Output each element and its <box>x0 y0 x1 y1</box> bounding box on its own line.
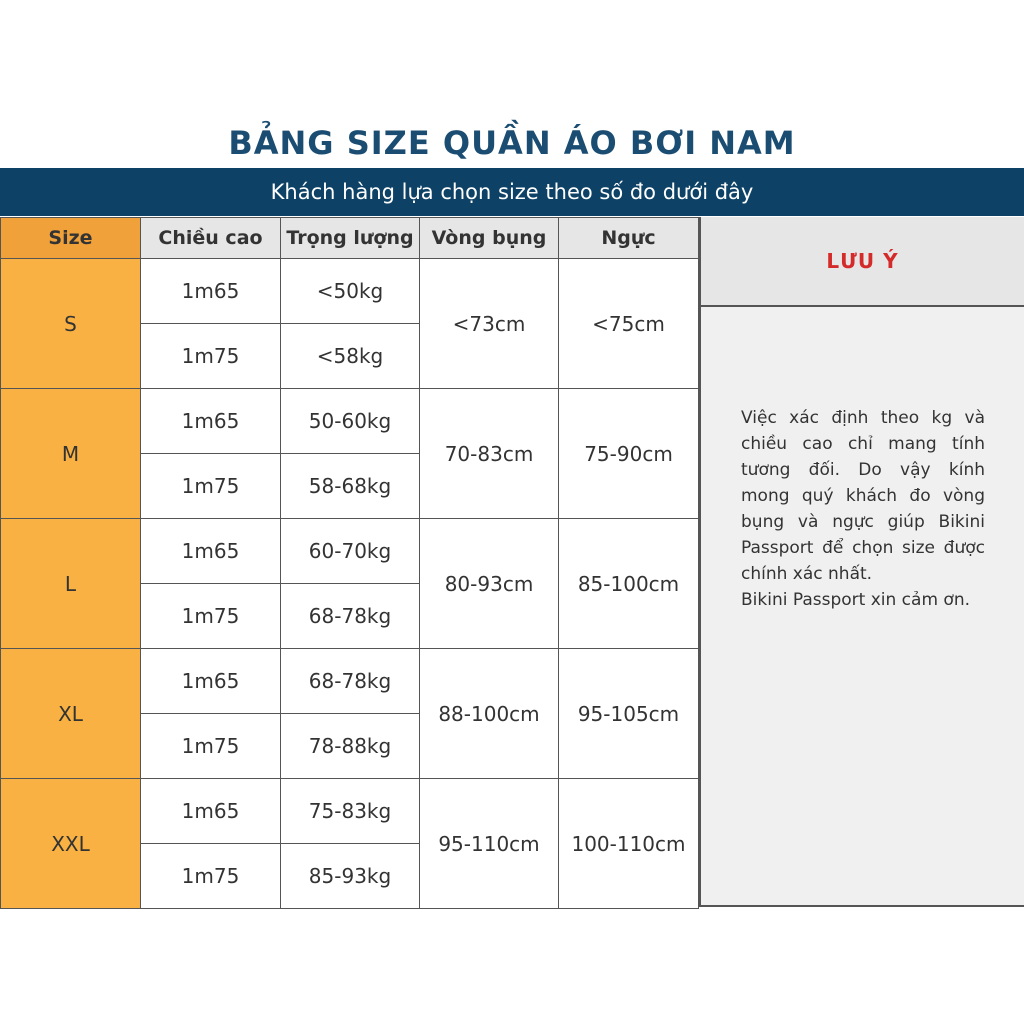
header-height: Chiều cao <box>141 218 281 259</box>
size-cell: XXL <box>1 779 141 909</box>
table-row <box>1 649 699 714</box>
note-title: LƯU Ý <box>826 249 899 273</box>
height-cell: 1m65 <box>141 519 281 584</box>
size-chart-table <box>0 217 699 909</box>
size-cell: L <box>1 519 141 649</box>
note-body <box>741 405 985 613</box>
waist-cell: 70-83cm <box>420 389 559 519</box>
height-cell: 1m75 <box>141 324 281 389</box>
weight-cell: 50-60kg <box>281 389 420 454</box>
size-cell: S <box>1 259 141 389</box>
height-cell: 1m75 <box>141 454 281 519</box>
weight-cell: <58kg <box>281 324 420 389</box>
weight-cell: 60-70kg <box>281 519 420 584</box>
table-row <box>1 389 699 454</box>
height-cell: 1m65 <box>141 649 281 714</box>
table-header-row <box>1 218 699 259</box>
weight-cell: 58-68kg <box>281 454 420 519</box>
header-waist: Vòng bụng <box>420 218 559 259</box>
waist-cell: <73cm <box>420 259 559 389</box>
weight-cell: 68-78kg <box>281 584 420 649</box>
table-row <box>1 519 699 584</box>
header-size: Size <box>1 218 141 259</box>
note-header <box>701 217 1024 307</box>
note-panel <box>699 217 1024 907</box>
note-thanks: Bikini Passport xin cảm ơn. <box>741 590 970 610</box>
height-cell: 1m65 <box>141 779 281 844</box>
size-cell: M <box>1 389 141 519</box>
header-chest: Ngực <box>559 218 699 259</box>
subtitle-banner <box>0 168 1024 216</box>
height-cell: 1m75 <box>141 844 281 909</box>
weight-cell: 78-88kg <box>281 714 420 779</box>
note-paragraph: Việc xác định theo kg và chiều cao chỉ mang tính tương đối. Do vậy kính mong quý khách đo vòng bụng và ngực giúp Bikini Passport để chọn size được chính xác nhất. <box>741 408 985 584</box>
table-row <box>1 259 699 324</box>
chest-cell: 100-110cm <box>559 779 699 909</box>
weight-cell: 68-78kg <box>281 649 420 714</box>
table-row <box>1 779 699 844</box>
height-cell: 1m65 <box>141 259 281 324</box>
chest-cell: 95-105cm <box>559 649 699 779</box>
subtitle-text: Khách hàng lựa chọn size theo số đo dưới đây <box>270 180 754 204</box>
waist-cell: 88-100cm <box>420 649 559 779</box>
height-cell: 1m75 <box>141 584 281 649</box>
size-cell: XL <box>1 649 141 779</box>
weight-cell: 75-83kg <box>281 779 420 844</box>
weight-cell: <50kg <box>281 259 420 324</box>
weight-cell: 85-93kg <box>281 844 420 909</box>
height-cell: 1m75 <box>141 714 281 779</box>
waist-cell: 95-110cm <box>420 779 559 909</box>
header-weight: Trọng lượng <box>281 218 420 259</box>
chest-cell: 85-100cm <box>559 519 699 649</box>
chest-cell: 75-90cm <box>559 389 699 519</box>
page-title: BẢNG SIZE QUẦN ÁO BƠI NAM <box>228 124 796 162</box>
waist-cell: 80-93cm <box>420 519 559 649</box>
height-cell: 1m65 <box>141 389 281 454</box>
chest-cell: <75cm <box>559 259 699 389</box>
